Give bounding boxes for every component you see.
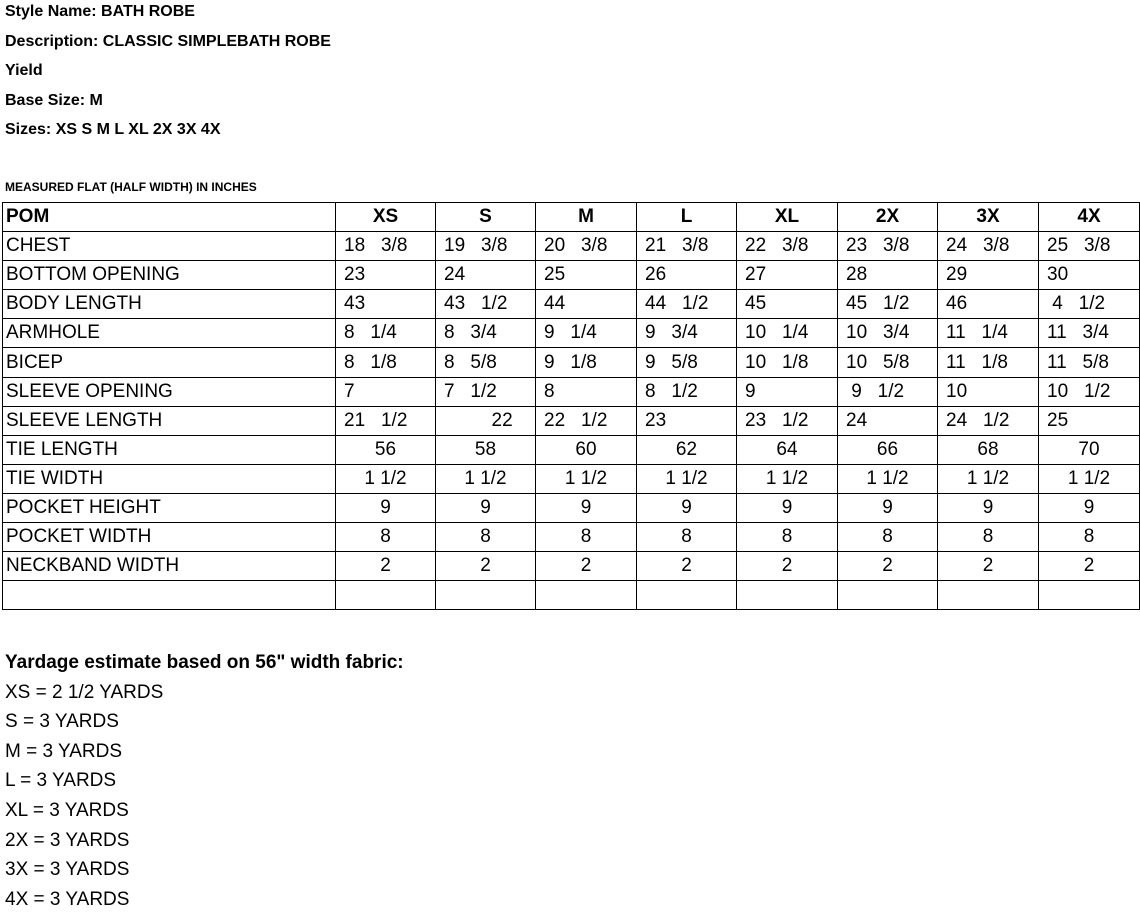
measurement-cell: 22 1/2: [536, 406, 637, 435]
measurement-cell: 22 3/8: [737, 232, 838, 261]
measurement-cell: [436, 581, 536, 610]
table-row: [3, 523, 1140, 552]
measurement-cell: 9: [1039, 493, 1140, 522]
measurement-cell: 29: [938, 261, 1039, 290]
yardage-line: 2X = 3 YARDS: [5, 829, 130, 851]
measurement-cell: 23 3/8: [838, 232, 938, 261]
pom-name: SLEEVE OPENING: [3, 377, 336, 406]
measurement-cell: 7 1/2: [436, 377, 536, 406]
measurement-cell: 2: [737, 552, 838, 581]
table-header-row: [3, 203, 1140, 232]
pom-name: BOTTOM OPENING: [3, 261, 336, 290]
measurement-cell: 43 1/2: [436, 290, 536, 319]
measurement-cell: [1039, 581, 1140, 610]
table-row: [3, 435, 1140, 464]
yardage-line: 3X = 3 YARDS: [5, 859, 130, 881]
measurement-cell: 9: [436, 493, 536, 522]
yardage-title: Yardage estimate based on 56" width fabric:: [5, 652, 404, 673]
measurement-cell: 2: [536, 552, 637, 581]
pom-name: BICEP: [3, 348, 336, 377]
measurement-cell: 21 3/8: [637, 232, 737, 261]
measurement-cell: 9: [838, 493, 938, 522]
table-row: [3, 232, 1140, 261]
measurement-cell: 9: [637, 493, 737, 522]
measurement-cell: 23: [336, 261, 436, 290]
size-header-xs: XS: [336, 203, 436, 232]
pom-name: NECKBAND WIDTH: [3, 552, 336, 581]
measurement-cell: 66: [838, 435, 938, 464]
measurement-table: [2, 202, 1140, 610]
measurement-cell: 28: [838, 261, 938, 290]
table-row: [3, 319, 1140, 348]
size-header-m: M: [536, 203, 637, 232]
measurement-cell: 18 3/8: [336, 232, 436, 261]
measurement-cell: 8: [737, 523, 838, 552]
measurement-cell: 1 1/2: [737, 464, 838, 493]
measurement-cell: 1 1/2: [1039, 464, 1140, 493]
measurement-cell: 1 1/2: [838, 464, 938, 493]
pom-name: CHEST: [3, 232, 336, 261]
table-row: [3, 464, 1140, 493]
measurement-cell: 46: [938, 290, 1039, 319]
measurement-cell: 56: [336, 435, 436, 464]
measurement-cell: 60: [536, 435, 637, 464]
measurement-cell: 43: [336, 290, 436, 319]
measurement-cell: 8: [536, 377, 637, 406]
table-row: [3, 261, 1140, 290]
yardage-line: S = 3 YARDS: [5, 711, 119, 733]
measurement-cell: 9 5/8: [637, 348, 737, 377]
yardage-line: XL = 3 YARDS: [5, 799, 129, 821]
measurement-cell: 21 1/2: [336, 406, 436, 435]
measurement-cell: 20 3/8: [536, 232, 637, 261]
measurement-cell: 9: [336, 493, 436, 522]
measurement-cell: 9 3/4: [637, 319, 737, 348]
measurement-cell: 24: [436, 261, 536, 290]
measurement-cell: 9: [938, 493, 1039, 522]
measurement-cell: 2: [436, 552, 536, 581]
measurement-cell: 8: [938, 523, 1039, 552]
pom-name: BODY LENGTH: [3, 290, 336, 319]
size-header-3x: 3X: [938, 203, 1039, 232]
measurement-cell: 45: [737, 290, 838, 319]
measurement-cell: 8 5/8: [436, 348, 536, 377]
pom-name: [3, 581, 336, 610]
measurement-cell: 9 1/8: [536, 348, 637, 377]
measurement-cell: 10 5/8: [838, 348, 938, 377]
measurement-cell: 11 1/4: [938, 319, 1039, 348]
measurement-cell: 30: [1039, 261, 1140, 290]
measurement-cell: 2: [838, 552, 938, 581]
measurement-cell: 8 1/8: [336, 348, 436, 377]
spec-header: [5, 0, 331, 148]
measurement-cell: 10 1/4: [737, 319, 838, 348]
measurement-cell: 1 1/2: [637, 464, 737, 493]
measurement-cell: 10 1/8: [737, 348, 838, 377]
measurement-cell: [336, 581, 436, 610]
measurement-cell: 2: [938, 552, 1039, 581]
size-header-4x: 4X: [1039, 203, 1140, 232]
measurement-cell: 68: [938, 435, 1039, 464]
measurement-cell: 45 1/2: [838, 290, 938, 319]
measurement-cell: 9: [737, 377, 838, 406]
measurement-cell: 44: [536, 290, 637, 319]
table-body: [3, 232, 1140, 610]
size-header-xl: XL: [737, 203, 838, 232]
pom-name: TIE WIDTH: [3, 464, 336, 493]
measurement-cell: [938, 581, 1039, 610]
table-row: [3, 290, 1140, 319]
measurement-cell: 62: [637, 435, 737, 464]
measurement-cell: 24 3/8: [938, 232, 1039, 261]
measurement-cell: 27: [737, 261, 838, 290]
measurement-cell: 58: [436, 435, 536, 464]
measurement-cell: 9 1/2: [838, 377, 938, 406]
measurement-cell: 8: [1039, 523, 1140, 552]
size-header-2x: 2X: [838, 203, 938, 232]
table-row: [3, 493, 1140, 522]
measurement-cell: 1 1/2: [336, 464, 436, 493]
pom-name: ARMHOLE: [3, 319, 336, 348]
measurement-cell: 8: [436, 523, 536, 552]
table-caption: MEASURED FLAT (HALF WIDTH) IN INCHES: [5, 180, 257, 194]
table-row: [3, 348, 1140, 377]
description: Description: CLASSIC SIMPLEBATH ROBE: [5, 32, 331, 50]
measurement-cell: 8: [536, 523, 637, 552]
pom-header: POM: [3, 203, 336, 232]
measurement-cell: [838, 581, 938, 610]
measurement-cell: 24: [838, 406, 938, 435]
table-row: [3, 552, 1140, 581]
pom-name: POCKET HEIGHT: [3, 493, 336, 522]
measurement-cell: [737, 581, 838, 610]
measurement-cell: 64: [737, 435, 838, 464]
measurement-cell: 8 1/4: [336, 319, 436, 348]
yardage-list: [5, 678, 404, 914]
measurement-cell: 11 5/8: [1039, 348, 1140, 377]
pom-name: TIE LENGTH: [3, 435, 336, 464]
measurement-cell: 8: [637, 523, 737, 552]
base-size: Base Size: M: [5, 91, 103, 109]
measurement-cell: 9: [737, 493, 838, 522]
measurement-cell: 8: [336, 523, 436, 552]
measurement-cell: 2: [336, 552, 436, 581]
measurement-cell: [536, 581, 637, 610]
measurement-cell: 44 1/2: [637, 290, 737, 319]
measurement-cell: 24 1/2: [938, 406, 1039, 435]
measurement-cell: 8: [838, 523, 938, 552]
measurement-cell: 8 1/2: [637, 377, 737, 406]
yardage-line: L = 3 YARDS: [5, 770, 117, 792]
style-name: Style Name: BATH ROBE: [5, 3, 195, 20]
measurement-cell: 10 3/4: [838, 319, 938, 348]
measurement-cell: 26: [637, 261, 737, 290]
sizes-list: Sizes: XS S M L XL 2X 3X 4X: [5, 121, 221, 139]
measurement-cell: 23: [637, 406, 737, 435]
measurement-cell: [637, 581, 737, 610]
measurement-cell: 10: [938, 377, 1039, 406]
yardage-line: M = 3 YARDS: [5, 740, 123, 762]
yardage-line: 4X = 3 YARDS: [5, 888, 130, 910]
measurement-cell: 11 3/4: [1039, 319, 1140, 348]
measurement-cell: 2: [1039, 552, 1140, 581]
measurement-cell: 23 1/2: [737, 406, 838, 435]
measurement-cell: 4 1/2: [1039, 290, 1140, 319]
measurement-cell: 19 3/8: [436, 232, 536, 261]
table-row: [3, 377, 1140, 406]
measurement-cell: 2: [637, 552, 737, 581]
size-header-l: L: [637, 203, 737, 232]
measurement-cell: 25: [1039, 406, 1140, 435]
measurement-cell: 22: [436, 406, 536, 435]
measurement-cell: 8 3/4: [436, 319, 536, 348]
yardage-line: XS = 2 1/2 YARDS: [5, 681, 164, 703]
yardage-section: [5, 648, 404, 914]
measurement-cell: 7: [336, 377, 436, 406]
measurement-cell: 10 1/2: [1039, 377, 1140, 406]
measurement-cell: 1 1/2: [938, 464, 1039, 493]
pom-name: POCKET WIDTH: [3, 523, 336, 552]
measurement-cell: 1 1/2: [536, 464, 637, 493]
measurement-cell: 9 1/4: [536, 319, 637, 348]
yield-label: Yield: [5, 62, 43, 80]
measurement-cell: 1 1/2: [436, 464, 536, 493]
measurement-cell: 9: [536, 493, 637, 522]
pom-name: SLEEVE LENGTH: [3, 406, 336, 435]
measurement-cell: 11 1/8: [938, 348, 1039, 377]
measurement-cell: 70: [1039, 435, 1140, 464]
table-row: [3, 406, 1140, 435]
size-header-s: S: [436, 203, 536, 232]
table-row: [3, 581, 1140, 610]
measurement-cell: 25 3/8: [1039, 232, 1140, 261]
measurement-cell: 25: [536, 261, 637, 290]
